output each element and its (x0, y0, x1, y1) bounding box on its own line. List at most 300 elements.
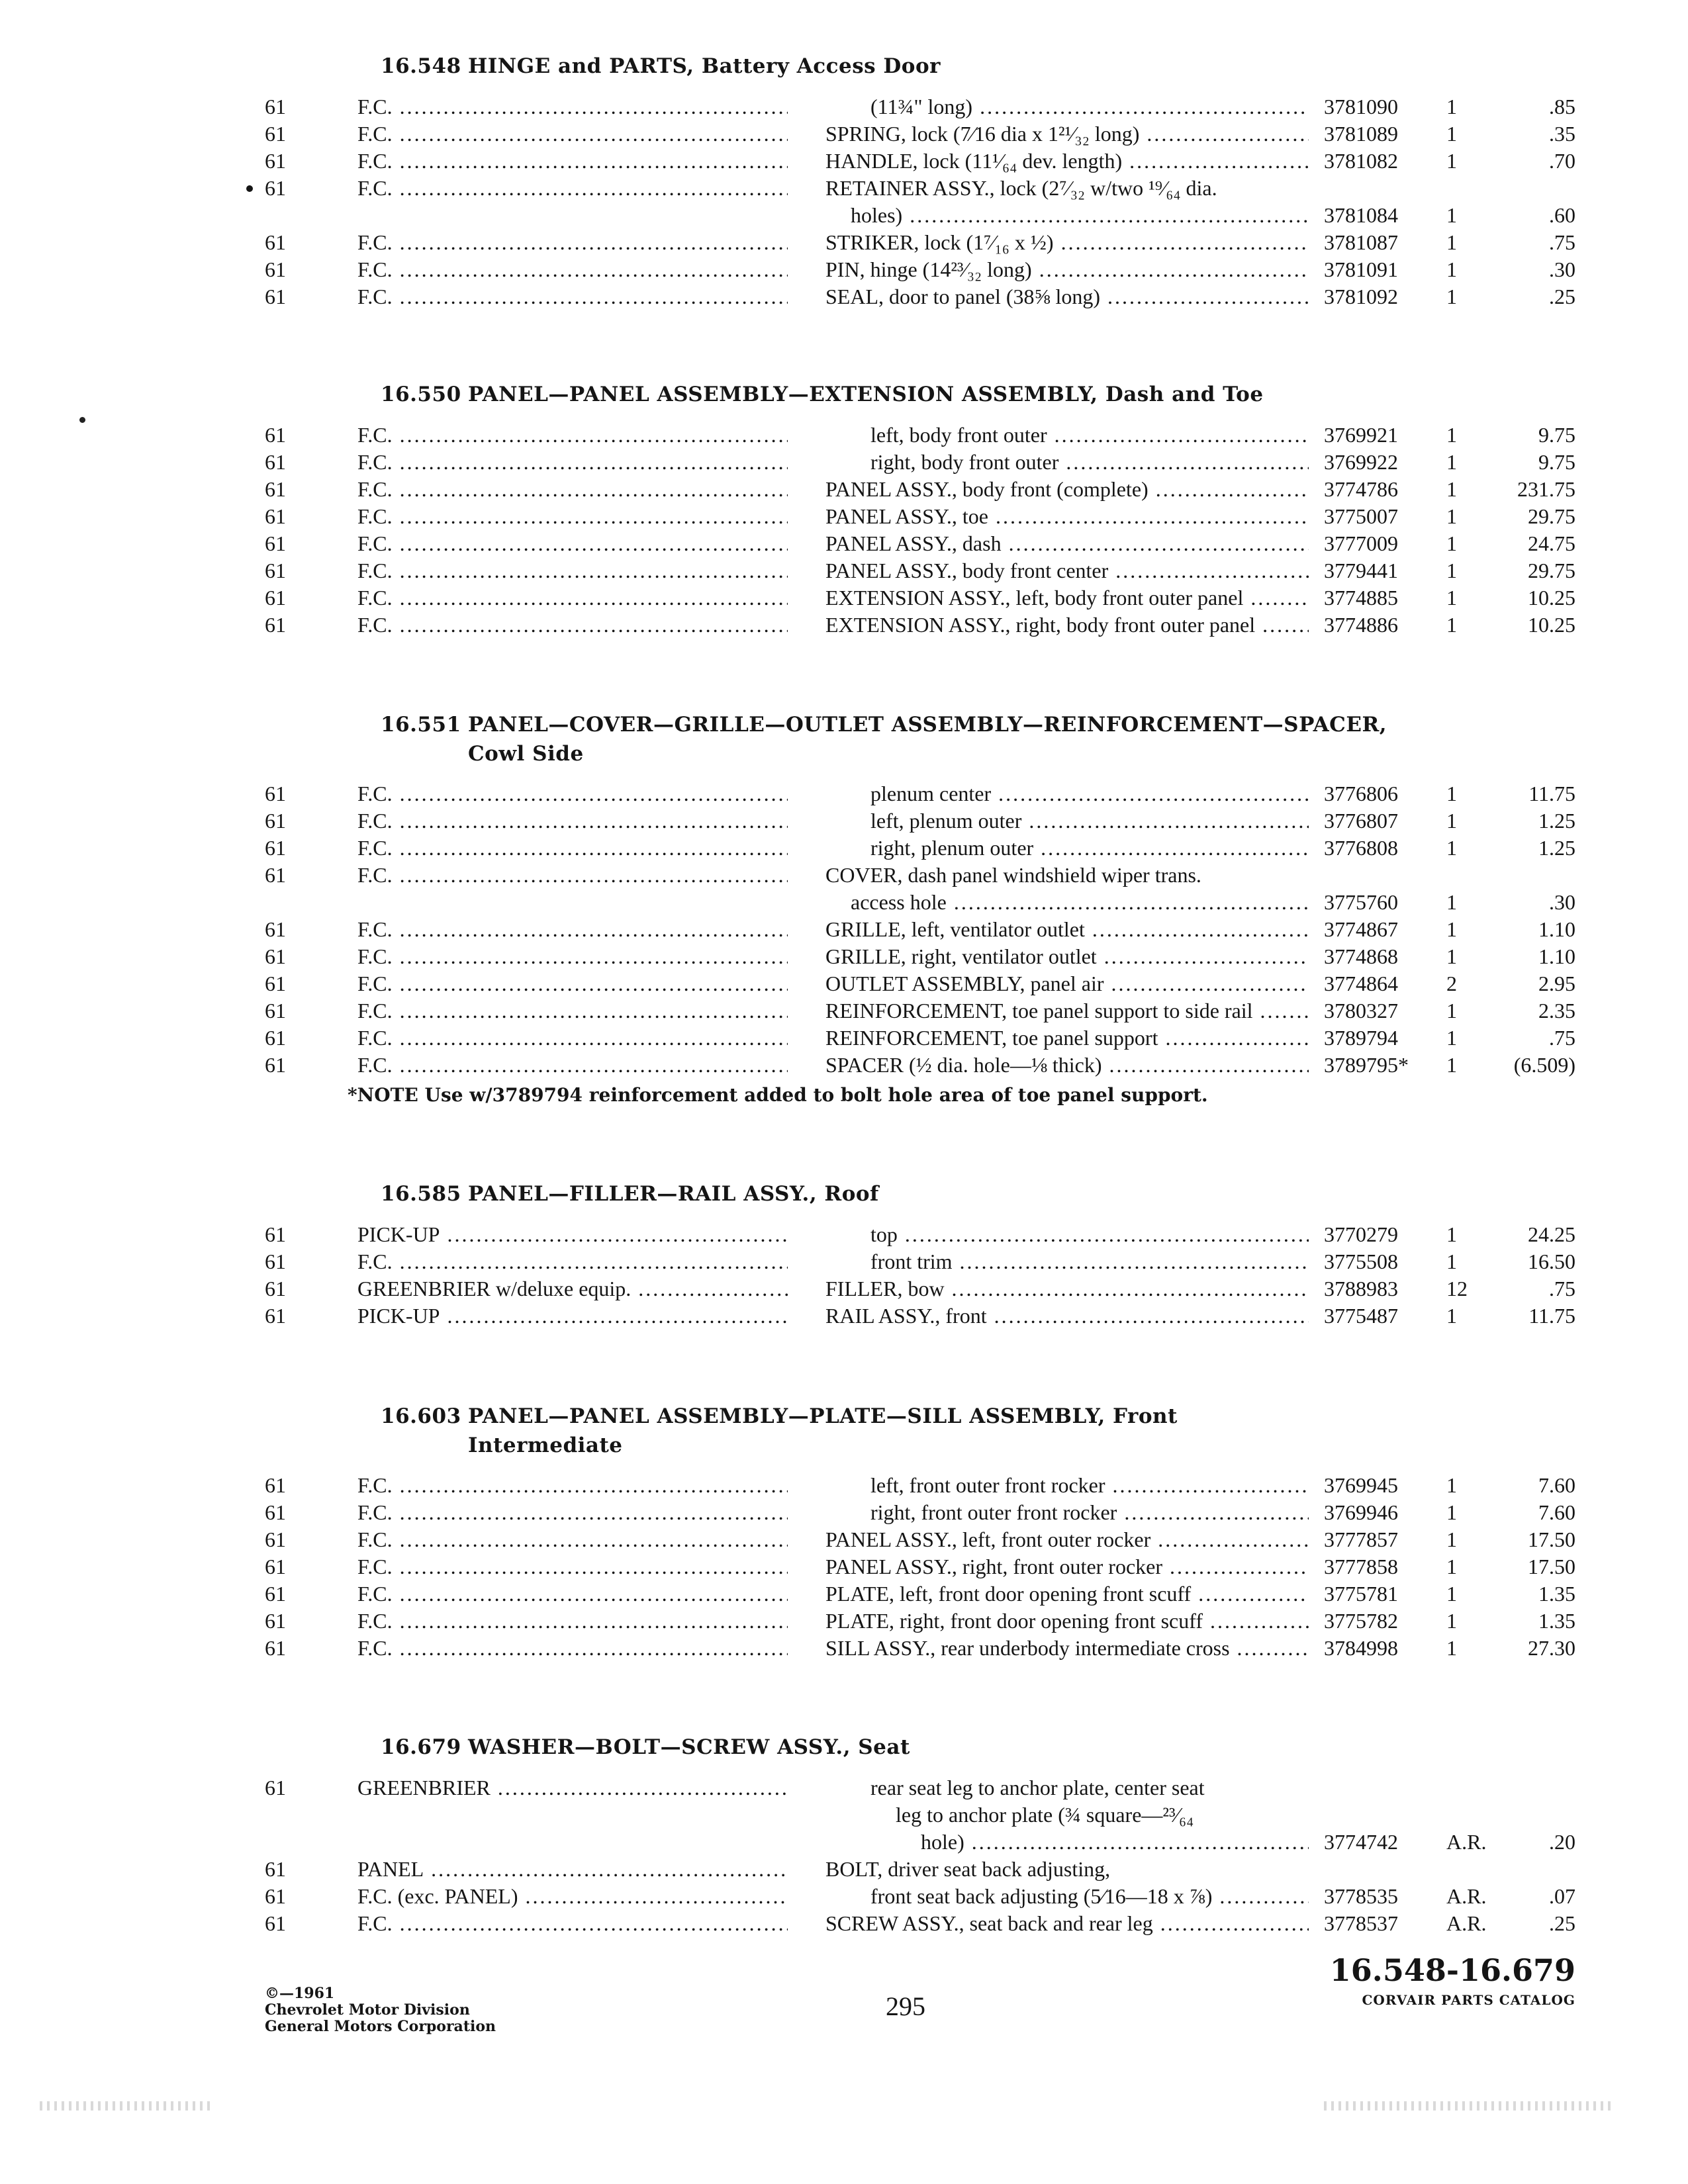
description-line-continued: leg to anchor plate (¾ square—²³⁄₆₄ (896, 1803, 1194, 1827)
part-description (825, 1472, 1309, 1499)
model-name: F.C. ..... (357, 862, 788, 889)
part-number: 3774886 (1324, 613, 1398, 637)
model-name: F.C. ..... (357, 835, 788, 862)
part-description (825, 229, 1309, 256)
model-name: PANEL ..... (357, 1856, 788, 1883)
model-year: 61 (265, 504, 286, 528)
model-name: F.C. ..... (357, 584, 788, 612)
part-row (0, 970, 1688, 997)
part-number: 3769945 (1324, 1473, 1398, 1497)
part-description (825, 1580, 1309, 1608)
model-name: F.C. ..... (357, 1052, 788, 1079)
price: 1.35 (1538, 1582, 1575, 1606)
scan-noise-left (40, 2101, 212, 2111)
part-description (825, 557, 1309, 584)
part-row (0, 1499, 1688, 1526)
model-year: 61 (265, 1053, 286, 1077)
part-row (0, 557, 1688, 584)
quantity: 1 (1446, 1555, 1457, 1578)
model-year: 61 (265, 782, 286, 805)
part-row (0, 862, 1688, 916)
model-name: F.C. ..... (357, 997, 788, 1024)
part-description (825, 1883, 1309, 1910)
part-number: 3774742 (1324, 1830, 1398, 1854)
description-line: SEAL, door to panel (38⅝ long) ..... (825, 285, 1309, 308)
price: 1.35 (1538, 1609, 1575, 1633)
model-name: F.C. ..... (357, 530, 788, 557)
price: .30 (1549, 257, 1575, 281)
margin-dot (79, 417, 85, 423)
description-line: SILL ASSY., rear underbody intermediate cross ..... (825, 1636, 1309, 1660)
bullet-mark (246, 185, 253, 192)
part-row (0, 175, 1688, 229)
part-row (0, 997, 1688, 1024)
section-title: PANEL—COVER—GRILLE—OUTLET ASSEMBLY—REINFORCEMENT—SPACER, (468, 713, 1387, 737)
description-line: GRILLE, left, ventilator outlet ..... (825, 917, 1309, 941)
part-number: 3774868 (1324, 944, 1398, 968)
price: .30 (1549, 890, 1575, 914)
description-line: front trim ..... (870, 1250, 1309, 1273)
part-description (825, 93, 1309, 120)
part-number: 3777009 (1324, 531, 1398, 555)
quantity: 1 (1446, 809, 1457, 833)
part-description (825, 916, 1309, 943)
part-number: 3774864 (1324, 972, 1398, 995)
part-number: 3778535 (1324, 1884, 1398, 1908)
part-number: 3775760 (1324, 890, 1398, 914)
quantity: 1 (1446, 1500, 1457, 1524)
part-row (0, 530, 1688, 557)
part-number: 3781082 (1324, 149, 1398, 173)
section-number: 16.679 (381, 1735, 461, 1759)
description-line: right, body front outer ..... (870, 450, 1309, 474)
description-line: REINFORCEMENT, toe panel support to side rail ..... (825, 999, 1309, 1023)
model-year: 61 (265, 1222, 286, 1246)
description-line: STRIKER, lock (1⁷⁄₁₆ x ½) ..... (825, 230, 1309, 254)
quantity: 1 (1446, 1026, 1457, 1050)
price: .25 (1549, 285, 1575, 308)
section-title: PANEL—FILLER—RAIL ASSY., Roof (468, 1182, 879, 1206)
part-description (825, 476, 1309, 503)
quantity: A.R. (1446, 1830, 1487, 1854)
model-year: 61 (265, 1304, 286, 1328)
copyright-block (265, 1985, 496, 2035)
part-number: 3781089 (1324, 122, 1398, 146)
model-year: 61 (265, 1884, 286, 1908)
part-description (825, 1024, 1309, 1052)
part-row (0, 1580, 1688, 1608)
quantity: 1 (1446, 122, 1457, 146)
quantity: 1 (1446, 1582, 1457, 1606)
part-row (0, 1553, 1688, 1580)
part-row (0, 148, 1688, 175)
price: 11.75 (1528, 1304, 1575, 1328)
model-name: F.C. ..... (357, 916, 788, 943)
part-row (0, 1608, 1688, 1635)
part-description (825, 1526, 1309, 1553)
part-description (825, 612, 1309, 639)
part-description (825, 1302, 1309, 1330)
model-name: F.C. ..... (357, 1526, 788, 1553)
description-line: PANEL ASSY., left, front outer rocker ..... (825, 1527, 1309, 1551)
part-description (825, 422, 1309, 449)
parts-list (0, 1472, 1688, 1662)
description-line-continued: holes) ..... (825, 202, 1309, 229)
price: 27.30 (1528, 1636, 1575, 1660)
quantity: 1 (1446, 1304, 1457, 1328)
model-year: 61 (265, 999, 286, 1023)
price: 24.75 (1528, 531, 1575, 555)
model-name: F.C. ..... (357, 229, 788, 256)
part-number: 3775508 (1324, 1250, 1398, 1273)
model-name: F.C. ..... (357, 1472, 788, 1499)
description-line: PANEL ASSY., body front (complete) ..... (825, 477, 1309, 501)
part-number: 3775487 (1324, 1304, 1398, 1328)
model-name: F.C. ..... (357, 807, 788, 835)
part-row (0, 476, 1688, 503)
part-description (825, 120, 1309, 148)
model-year: 61 (265, 559, 286, 582)
part-description (825, 283, 1309, 310)
parts-list (0, 422, 1688, 639)
description-line: FILLER, bow ..... (825, 1277, 1309, 1300)
model-year: 61 (265, 1473, 286, 1497)
quantity: 1 (1446, 450, 1457, 474)
description-line: PIN, hinge (14²³⁄₃₂ long) ..... (825, 257, 1309, 281)
section-heading (381, 380, 1506, 409)
part-row (0, 1472, 1688, 1499)
part-row (0, 807, 1688, 835)
quantity: 1 (1446, 504, 1457, 528)
part-description (825, 970, 1309, 997)
part-row (0, 1275, 1688, 1302)
section-heading (381, 1733, 1506, 1762)
model-year: 61 (265, 230, 286, 254)
part-row (0, 1052, 1688, 1079)
section-title-continued: Cowl Side (468, 742, 584, 766)
quantity: 1 (1446, 1222, 1457, 1246)
part-description (825, 503, 1309, 530)
part-row (0, 1221, 1688, 1248)
model-name: PICK-UP ..... (357, 1221, 788, 1248)
part-number: 3776807 (1324, 809, 1398, 833)
model-year: 61 (265, 809, 286, 833)
price: .35 (1549, 122, 1575, 146)
part-description (825, 1553, 1309, 1580)
part-number: 3781087 (1324, 230, 1398, 254)
model-name: F.C. ..... (357, 422, 788, 449)
description-line: left, front outer front rocker ..... (870, 1473, 1309, 1497)
quantity: 1 (1446, 203, 1457, 227)
description-line: rear seat leg to anchor plate, center seat (870, 1776, 1205, 1799)
part-row (0, 612, 1688, 639)
model-year: 61 (265, 1026, 286, 1050)
model-year: 61 (265, 1527, 286, 1551)
part-row (0, 93, 1688, 120)
part-number: 3775781 (1324, 1582, 1398, 1606)
section-title: PANEL—PANEL ASSEMBLY—EXTENSION ASSEMBLY, Dash and Toe (468, 383, 1264, 406)
price: 29.75 (1528, 559, 1575, 582)
description-line: COVER, dash panel windshield wiper trans. (825, 863, 1201, 887)
quantity: 1 (1446, 1527, 1457, 1551)
quantity: 1 (1446, 559, 1457, 582)
price: 10.25 (1528, 586, 1575, 610)
description-line: left, plenum outer ..... (870, 809, 1309, 833)
quantity: A.R. (1446, 1884, 1487, 1908)
part-row (0, 449, 1688, 476)
price: 17.50 (1528, 1527, 1575, 1551)
description-line: EXTENSION ASSY., right, body front outer panel ..... (825, 613, 1309, 637)
part-number: 3769922 (1324, 450, 1398, 474)
price: 11.75 (1528, 782, 1575, 805)
quantity: 1 (1446, 149, 1457, 173)
model-name: F.C. ..... (357, 148, 788, 175)
price: 7.60 (1538, 1473, 1575, 1497)
model-name: F.C. ..... (357, 1635, 788, 1662)
part-row (0, 1526, 1688, 1553)
model-name: F.C. ..... (357, 1499, 788, 1526)
model-year: 61 (265, 122, 286, 146)
model-year: 61 (265, 1857, 286, 1881)
part-number: 3777858 (1324, 1555, 1398, 1578)
model-name: F.C. ..... (357, 1248, 788, 1275)
part-description (825, 148, 1309, 175)
part-description (825, 256, 1309, 283)
model-year: 61 (265, 613, 286, 637)
part-row (0, 1910, 1688, 1937)
price: (6.509) (1513, 1053, 1575, 1077)
parts-list (0, 1774, 1688, 1937)
price: 7.60 (1538, 1500, 1575, 1524)
quantity: 1 (1446, 477, 1457, 501)
part-row (0, 283, 1688, 310)
model-name: F.C. ..... (357, 256, 788, 283)
part-number: 3778537 (1324, 1911, 1398, 1935)
section-heading (381, 710, 1506, 768)
price: 1.10 (1538, 944, 1575, 968)
description-line: BOLT, driver seat back adjusting, (825, 1857, 1111, 1881)
quantity: 1 (1446, 944, 1457, 968)
part-number: 3775007 (1324, 504, 1398, 528)
price: 1.25 (1538, 836, 1575, 860)
section-number: 16.551 (381, 713, 461, 737)
part-description (825, 807, 1309, 835)
quantity: 1 (1446, 531, 1457, 555)
part-description (825, 449, 1309, 476)
quantity: 1 (1446, 285, 1457, 308)
part-description (825, 530, 1309, 557)
model-year: 61 (265, 1911, 286, 1935)
page-number: 295 (886, 1991, 925, 2021)
quantity: 1 (1446, 890, 1457, 914)
model-year: 61 (265, 477, 286, 501)
quantity: A.R. (1446, 1911, 1487, 1935)
description-line: SCREW ASSY., seat back and rear leg ..... (825, 1911, 1309, 1935)
model-name: F.C. ..... (357, 175, 788, 202)
description-line: PANEL ASSY., toe ..... (825, 504, 1309, 528)
price: 231.75 (1517, 477, 1575, 501)
section-title: PANEL—PANEL ASSEMBLY—PLATE—SILL ASSEMBLY, Front (468, 1404, 1178, 1428)
part-number: 3784998 (1324, 1636, 1398, 1660)
model-name: F.C. ..... (357, 1608, 788, 1635)
part-description (825, 1635, 1309, 1662)
part-description (825, 1275, 1309, 1302)
quantity: 1 (1446, 230, 1457, 254)
price: .25 (1549, 1911, 1575, 1935)
part-number: 3776806 (1324, 782, 1398, 805)
model-year: 61 (265, 836, 286, 860)
part-number: 3788983 (1324, 1277, 1398, 1300)
description-line: SPACER (½ dia. hole—⅛ thick) ..... (825, 1053, 1309, 1077)
part-row (0, 1024, 1688, 1052)
quantity: 1 (1446, 95, 1457, 118)
model-year: 61 (265, 149, 286, 173)
section-title: HINGE and PARTS, Battery Access Door (468, 54, 941, 78)
part-number: 3780327 (1324, 999, 1398, 1023)
description-line: RETAINER ASSY., lock (2⁷⁄₃₂ w/two ¹⁹⁄₆₄ dia. (825, 176, 1217, 200)
price: 1.10 (1538, 917, 1575, 941)
part-number: 3789794 (1324, 1026, 1398, 1050)
model-year: 61 (265, 1250, 286, 1273)
section-heading (381, 1402, 1506, 1460)
part-row (0, 1635, 1688, 1662)
description-line: right, plenum outer ..... (870, 836, 1309, 860)
price: 2.35 (1538, 999, 1575, 1023)
description-line: OUTLET ASSEMBLY, panel air ..... (825, 972, 1309, 995)
model-name: F.C. ..... (357, 1553, 788, 1580)
model-year: 61 (265, 450, 286, 474)
model-year: 61 (265, 423, 286, 447)
part-row (0, 256, 1688, 283)
description-line: PANEL ASSY., body front center ..... (825, 559, 1309, 582)
part-row (0, 1856, 1688, 1883)
model-year: 61 (265, 1555, 286, 1578)
price: .85 (1549, 95, 1575, 118)
section-title-continued: Intermediate (468, 1433, 623, 1457)
part-number: 3774786 (1324, 477, 1398, 501)
model-name: F.C. ..... (357, 503, 788, 530)
part-number: 3774885 (1324, 586, 1398, 610)
model-name: F.C. ..... (357, 449, 788, 476)
part-description (825, 1499, 1309, 1526)
quantity: 1 (1446, 782, 1457, 805)
quantity: 1 (1446, 423, 1457, 447)
part-row (0, 1248, 1688, 1275)
part-description (825, 1856, 1309, 1883)
section-range: 16.548-16.679 (1329, 1952, 1575, 1988)
price: 24.25 (1528, 1222, 1575, 1246)
part-description (825, 862, 1309, 916)
part-description (825, 1608, 1309, 1635)
model-year: 61 (265, 1500, 286, 1524)
model-name: GREENBRIER w/deluxe equip. ..... (357, 1275, 788, 1302)
section-number: 16.585 (381, 1182, 461, 1206)
description-line: left, body front outer ..... (870, 423, 1309, 447)
corporation-name: General Motors Corporation (265, 2018, 496, 2035)
description-line: right, front outer front rocker ..... (870, 1500, 1309, 1524)
description-line: PANEL ASSY., right, front outer rocker ..... (825, 1555, 1309, 1578)
part-row (0, 943, 1688, 970)
price: 2.95 (1538, 972, 1575, 995)
part-number: 3781090 (1324, 95, 1398, 118)
description-line: HANDLE, lock (11¹⁄₆₄ dev. length) ..... (825, 149, 1309, 173)
part-row (0, 1774, 1688, 1856)
part-description (825, 943, 1309, 970)
description-line: RAIL ASSY., front ..... (825, 1304, 1309, 1328)
description-line: REINFORCEMENT, toe panel support ..... (825, 1026, 1309, 1050)
parts-list (0, 1221, 1688, 1330)
model-year: 61 (265, 1609, 286, 1633)
model-name: F.C. ..... (357, 943, 788, 970)
model-name: F.C. ..... (357, 780, 788, 807)
price: 16.50 (1528, 1250, 1575, 1273)
price: .20 (1549, 1830, 1575, 1854)
quantity: 1 (1446, 917, 1457, 941)
price: 29.75 (1528, 504, 1575, 528)
footnote: *NOTE Use w/3789794 reinforcement added to bolt hole area of toe panel support. (348, 1084, 1208, 1106)
model-name: F.C. ..... (357, 612, 788, 639)
price: .75 (1549, 1277, 1575, 1300)
price: .60 (1549, 203, 1575, 227)
quantity: 2 (1446, 972, 1457, 995)
model-year: 61 (265, 95, 286, 118)
part-description (825, 1221, 1309, 1248)
division-name: Chevrolet Motor Division (265, 2001, 470, 2019)
model-year: 61 (265, 1277, 286, 1300)
price: 9.75 (1538, 423, 1575, 447)
quantity: 1 (1446, 1053, 1457, 1077)
quantity: 1 (1446, 999, 1457, 1023)
model-name: F.C. ..... (357, 120, 788, 148)
price: .75 (1549, 230, 1575, 254)
description-line-continued: access hole ..... (825, 889, 1309, 916)
quantity: 1 (1446, 836, 1457, 860)
model-year: 61 (265, 1776, 286, 1799)
part-number: 3789795* (1324, 1053, 1409, 1077)
part-description (825, 835, 1309, 862)
section-number: 16.548 (381, 54, 461, 78)
model-year: 61 (265, 917, 286, 941)
section-number: 16.603 (381, 1404, 461, 1428)
model-name: PICK-UP ..... (357, 1302, 788, 1330)
part-number: 3770279 (1324, 1222, 1398, 1246)
parts-list (0, 93, 1688, 310)
part-description (825, 1910, 1309, 1937)
model-name: F.C. ..... (357, 1024, 788, 1052)
section-heading (381, 1179, 1506, 1208)
price: .75 (1549, 1026, 1575, 1050)
part-row (0, 835, 1688, 862)
parts-list (0, 780, 1688, 1079)
part-row (0, 584, 1688, 612)
model-name: F.C. (exc. PANEL) ..... (357, 1883, 788, 1910)
catalog-name: CORVAIR PARTS CATALOG (1362, 1992, 1575, 2008)
price: 10.25 (1528, 613, 1575, 637)
part-number: 3769946 (1324, 1500, 1398, 1524)
part-number: 3777857 (1324, 1527, 1398, 1551)
description-line: SPRING, lock (7⁄16 dia x 1²¹⁄₃₂ long) ..... (825, 122, 1309, 146)
section-number: 16.550 (381, 383, 461, 406)
section-title: WASHER—BOLT—SCREW ASSY., Seat (468, 1735, 910, 1759)
part-number: 3781092 (1324, 285, 1398, 308)
part-number: 3774867 (1324, 917, 1398, 941)
description-line: front seat back adjusting (5⁄16—18 x ⅞) ..... (870, 1884, 1309, 1908)
model-year: 61 (265, 1582, 286, 1606)
model-year: 61 (265, 863, 286, 887)
model-name: F.C. ..... (357, 1580, 788, 1608)
part-number: 3776808 (1324, 836, 1398, 860)
part-description (825, 1052, 1309, 1079)
